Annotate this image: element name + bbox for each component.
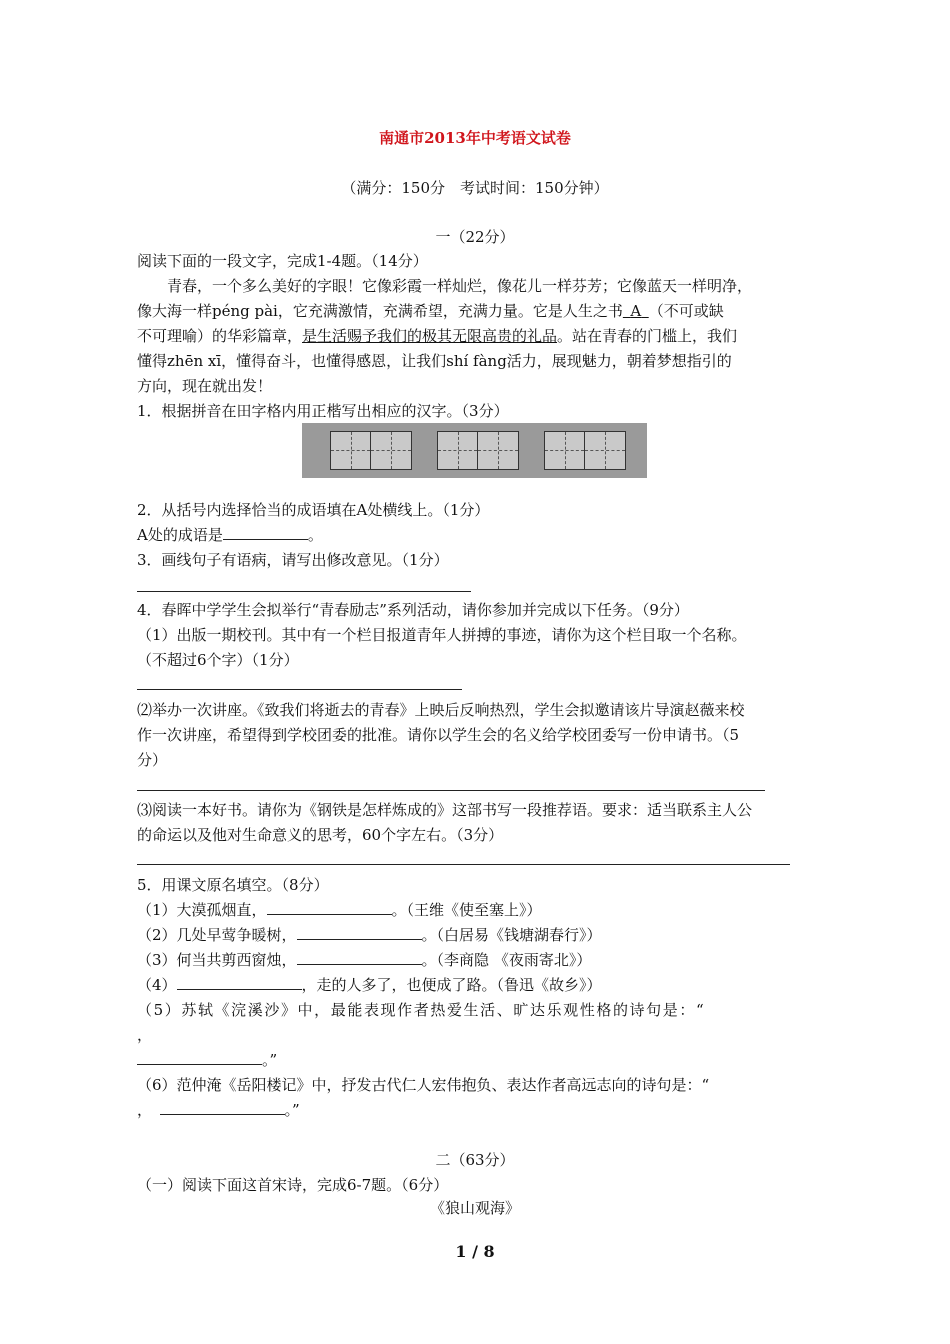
- tianzige-grid[interactable]: [330, 431, 412, 470]
- fill-item-5-line-3: 。”: [137, 1050, 277, 1070]
- fill-item-1: （1）大漠孤烟直， 。（王维《使至塞上》）: [137, 901, 542, 919]
- tianzige-grid[interactable]: [544, 431, 626, 470]
- passage-line-4: 懂得zhēn xī，懂得奋斗，也懂得感恩，让我们shí fàng活力，展现魅力，朝着梦想指引的: [137, 352, 732, 370]
- question-4-2-line-3: 分）: [137, 751, 168, 769]
- passage-line-5: 方向，现在就出发！: [137, 377, 273, 395]
- fill-item-6-line-1: （6）范仲淹《岳阳楼记》中，抒发古代仁人宏伟抱负、表达作者高远志向的诗句是：“: [137, 1076, 710, 1094]
- underlined-sentence: 是生活赐予我们的极其无限高贵的礼品: [302, 327, 558, 345]
- fill-item-6-line-2: ， 。”: [137, 1101, 300, 1119]
- answer-blank[interactable]: [160, 1100, 285, 1115]
- question-4-1-line-2: （不超过6个字）（1分）: [137, 651, 299, 669]
- tianzige-grids-image: [302, 423, 647, 478]
- passage-line-2: 像大海一样péng pài，它充满激情，充满希望，充满力量。它是人生之书 A （不可或缺: [137, 302, 724, 320]
- question-4-3-line-1: ⑶阅读一本好书。请你为《钢铁是怎样炼成的》这部书写一段推荐语。要求：适当联系主人公: [137, 801, 753, 819]
- section-heading-2: 二（63分）: [435, 1151, 515, 1169]
- question-4-3-line-2: 的命运以及他对生命意义的思考，60个字左右。（3分）: [137, 826, 504, 844]
- passage-line-3: 不可理喻）的华彩篇章，是生活赐予我们的极其无限高贵的礼品。站在青春的门槛上，我们: [137, 327, 738, 345]
- answer-blank[interactable]: [267, 900, 392, 915]
- exam-title: 南通市2013年中考语文试卷: [379, 129, 571, 147]
- answer-line[interactable]: [137, 689, 462, 690]
- fill-item-5-line-2: ，: [137, 1026, 153, 1044]
- question-4-2-line-2: 作一次讲座，希望得到学校团委的批准。请你以学生会的名义给学校团委写一份申请书。（5: [137, 726, 740, 744]
- tianzige-grid[interactable]: [437, 431, 519, 470]
- answer-blank[interactable]: [223, 525, 308, 540]
- answer-blank[interactable]: [177, 975, 302, 990]
- question-4-1-line-1: （1）出版一期校刊。其中有一个栏目报道青年人拼搏的事迹，请你为这个栏目取一个名称。: [137, 626, 747, 644]
- question-1: 1．根据拼音在田字格内用正楷写出相应的汉字。（3分）: [137, 402, 509, 420]
- answer-line[interactable]: [137, 864, 790, 865]
- blank-a: A: [630, 302, 642, 320]
- poem-title: 《狼山观海》: [429, 1199, 520, 1217]
- answer-line[interactable]: [137, 790, 765, 791]
- question-2: 2．从括号内选择恰当的成语填在A处横线上。（1分）: [137, 501, 490, 519]
- section-heading-1: 一（22分）: [435, 228, 515, 246]
- fill-item-2: （2）几处早莺争暖树， 。（白居易《钱塘湖春行》）: [137, 926, 602, 944]
- fill-item-4: （4） ，走的人多了，也便成了路。（鲁迅《故乡》）: [137, 976, 602, 994]
- page-number: 1 / 8: [455, 1242, 495, 1261]
- question-4: 4．春晖中学学生会拟举行“青春励志”系列活动，请你参加并完成以下任务。（9分）: [137, 601, 689, 619]
- part-1-intro: （一）阅读下面这首宋诗，完成6-7题。（6分）: [137, 1176, 449, 1194]
- answer-line[interactable]: [137, 591, 471, 592]
- reading-intro: 阅读下面的一段文字，完成1-4题。（14分）: [137, 252, 428, 270]
- answer-blank[interactable]: [297, 925, 422, 940]
- answer-blank[interactable]: [137, 1050, 262, 1065]
- exam-subtitle: （满分：150分 考试时间：150分钟）: [341, 179, 609, 197]
- question-3: 3．画线句子有语病，请写出修改意见。（1分）: [137, 551, 449, 569]
- passage-line-1: 青春，一个多么美好的字眼！它像彩霞一样灿烂，像花儿一样芬芳；它像蓝天一样明净，: [167, 277, 753, 295]
- answer-blank[interactable]: [297, 950, 422, 965]
- fill-item-5-line-1: （5）苏轼《浣溪沙》中，最能表现作者热爱生活、旷达乐观性格的诗句是：“: [137, 1001, 706, 1019]
- question-5: 5．用课文原名填空。（8分）: [137, 876, 329, 894]
- question-2-answer: A处的成语是 。: [137, 526, 323, 544]
- question-4-2-line-1: ⑵举办一次讲座。《致我们将逝去的青春》上映后反响热烈，学生会拟邀请该片导演赵薇来校: [137, 701, 745, 719]
- fill-item-3: （3）何当共剪西窗烛， 。（李商隐 《夜雨寄北》）: [137, 951, 592, 969]
